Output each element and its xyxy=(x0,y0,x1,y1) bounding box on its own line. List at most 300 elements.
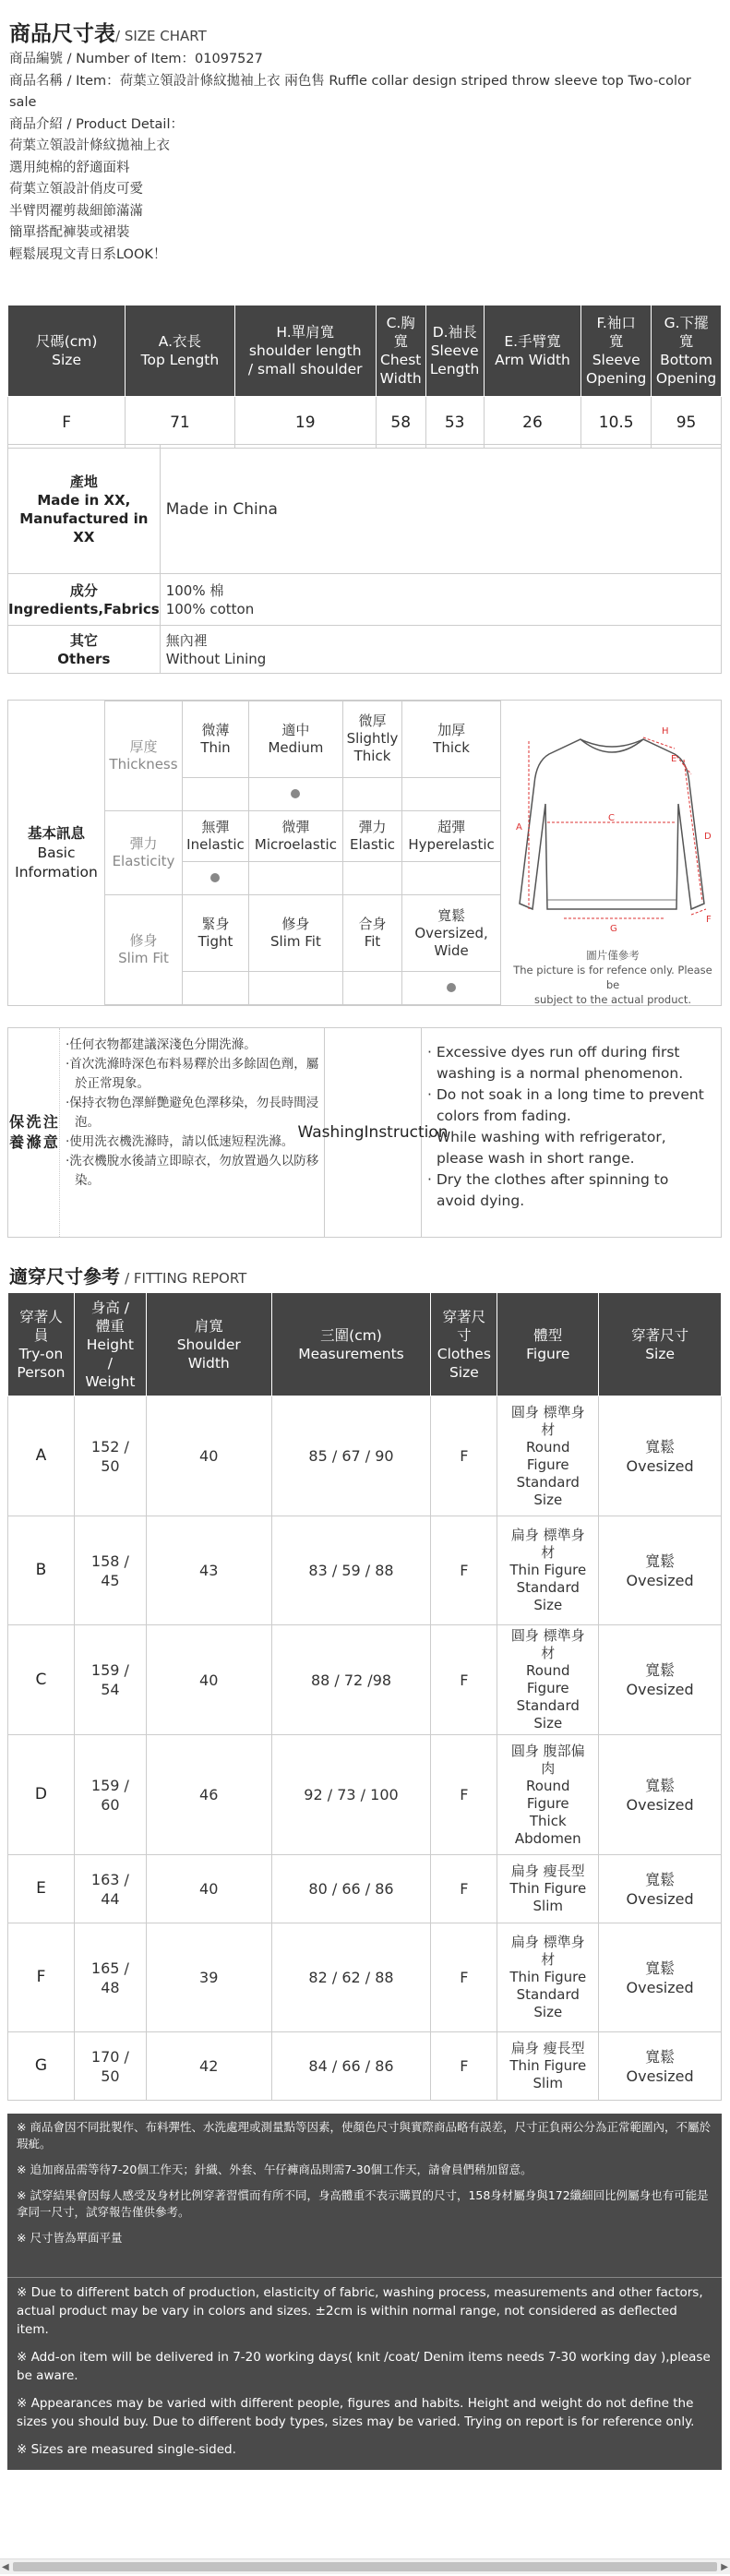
fitting-header-cell xyxy=(271,1293,431,1396)
attribute-option-text: 無彈 xyxy=(201,818,230,835)
attribute-option-text: Fit xyxy=(364,933,381,951)
others-label-text: 其它 xyxy=(69,631,98,649)
diagram-caption-text: 圖片僅參考 xyxy=(586,949,640,962)
fitting-header-text: / xyxy=(107,1354,114,1372)
fitting-shoulder: 40 xyxy=(146,1396,271,1516)
fitting-figure-text: Thin Figure xyxy=(509,1880,587,1897)
diagram-caption-text: The picture is for refence only. Please be xyxy=(513,964,712,991)
size-header-cell xyxy=(234,306,376,397)
attribute-option-text: Tight xyxy=(197,933,233,951)
attribute-option xyxy=(402,810,501,862)
wash-en-list xyxy=(425,1042,712,1212)
attribute-indicator-cell xyxy=(342,862,401,895)
wash-zh-item: ‧洗衣機脫水後請立即晾衣，勿放置過久以防移染。 xyxy=(66,1154,319,1188)
attribute-option xyxy=(342,701,401,778)
attribute-option xyxy=(248,701,342,778)
fitting-height-weight xyxy=(74,1923,146,2032)
fitting-wear-text: 寬鬆 xyxy=(645,1870,676,1888)
product-spec-table xyxy=(7,444,722,674)
attribute-option-text: Thick xyxy=(353,748,391,765)
fitting-hw-text: 44 xyxy=(101,1889,120,1908)
size-header-text: Length xyxy=(429,361,480,377)
attribute-indicator-cell xyxy=(248,862,342,895)
fitting-title: 適穿尺寸參考 xyxy=(9,1265,120,1288)
fitting-figure-text: 圓身 標準身 xyxy=(510,1403,585,1420)
fitting-measurements: 80 / 66 / 86 xyxy=(271,1855,431,1923)
size-header-cell xyxy=(652,306,722,397)
size-chart-table xyxy=(7,305,722,449)
fitting-row xyxy=(8,1735,722,1855)
fitting-hw-text: 60 xyxy=(101,1795,120,1814)
basic-label-text: Information xyxy=(15,863,98,881)
fitting-header-text: Shoulder xyxy=(176,1336,241,1353)
product-info-line: 商品名稱 / Item：荷葉立領設計條紋拋袖上衣 兩色售 Ruffle collar design striped throw sleeve top Two-color sale xyxy=(9,73,691,110)
fitting-report-title xyxy=(9,1262,246,1288)
origin-label-text: Made in XX, xyxy=(37,491,131,509)
note-zh-item: ※ 商品會因不同批製作、布料彈性、水洗處理或測量點等因素，使顏色尺寸與實際商品略有誤差，尺寸正負兩公分為正常範圍內，不屬於瑕疵。 xyxy=(17,2120,711,2151)
fitting-measurements: 82 / 62 / 88 xyxy=(271,1923,431,2032)
attribute-option xyxy=(342,895,401,972)
attribute-label-text: Elasticity xyxy=(112,852,175,869)
fitting-figure-text: Standard xyxy=(516,1579,580,1596)
size-header-text: Arm Width xyxy=(495,352,570,368)
attribute-option xyxy=(183,810,249,862)
fitting-row xyxy=(8,1855,722,1923)
fitting-hw-text: 170 / xyxy=(90,2047,129,2066)
fitting-figure-text: 扁身 瘦長型 xyxy=(510,2040,585,2056)
fitting-height-weight xyxy=(74,1396,146,1516)
fitting-figure-text: 材 xyxy=(541,1420,556,1438)
fitting-figure xyxy=(497,2032,599,2101)
wash-zh-label-text: 注意 xyxy=(42,1113,58,1151)
basic-information xyxy=(7,700,722,1006)
fitting-hw-text: 50 xyxy=(101,1456,120,1475)
basic-info-label xyxy=(8,701,104,1005)
fitting-figure xyxy=(497,1625,599,1735)
attribute-option xyxy=(183,701,249,778)
fitting-header-text: Weight xyxy=(85,1372,136,1390)
attribute-option-text: Oversized, xyxy=(414,924,488,941)
fitting-header-text: 肩寬 xyxy=(194,1317,223,1335)
fitting-figure-text: 扁身 標準身 xyxy=(510,1934,585,1950)
wash-zh-list xyxy=(66,1036,324,1191)
fitting-figure-text: Thin Figure xyxy=(509,1562,587,1578)
product-info-line: 簡單搭配褲裝或裙裝 xyxy=(9,225,130,240)
size-value-cell: 19 xyxy=(234,397,376,449)
attribute-indicator-cell xyxy=(183,972,249,1005)
fabric-label-text: 成分 xyxy=(69,581,98,599)
notes-en xyxy=(7,2278,722,2474)
attribute-option xyxy=(402,701,501,778)
size-header-text: Sleeve xyxy=(430,342,479,359)
fitting-figure xyxy=(497,1923,599,2032)
attribute-option-text: 彈力 xyxy=(358,818,387,835)
fitting-figure-text: Figure xyxy=(526,1794,569,1812)
size-value-cell: 53 xyxy=(425,397,484,449)
product-info-line: 荷葉立領設計俏皮可愛 xyxy=(9,182,143,197)
scroll-right-arrow-icon[interactable]: ▶ xyxy=(721,2562,728,2572)
size-header-text: H.單肩寬 xyxy=(276,324,335,341)
fitting-figure-text: 扁身 瘦長型 xyxy=(510,1863,585,1879)
selected-dot-icon xyxy=(447,983,456,992)
wash-zh-item: ‧使用洗衣機洗滌時，請以低速短程洗滌。 xyxy=(66,1134,294,1149)
wash-zh-item: ‧保持衣物色澤鮮艷避免色澤移染，勿長時間浸泡。 xyxy=(66,1096,319,1130)
fitting-wear-size xyxy=(599,2032,722,2101)
fitting-figure-text: Size xyxy=(533,1597,563,1613)
fitting-wear-text: 寬鬆 xyxy=(645,2047,676,2066)
fitting-header-text: 身高 / xyxy=(90,1299,129,1316)
size-value-cell: 95 xyxy=(652,397,722,449)
attribute-option-text: Wide xyxy=(434,941,469,959)
fitting-figure xyxy=(497,1396,599,1516)
attribute-indicator-cell xyxy=(402,777,501,810)
size-header-text: G.下擺 xyxy=(664,315,709,331)
fitting-header-text: 體型 xyxy=(533,1326,563,1344)
diagram-caption xyxy=(507,948,719,1007)
size-header-text: D.袖長 xyxy=(432,324,477,341)
fitting-hw-text: 45 xyxy=(101,1571,120,1589)
fitting-figure-text: 材 xyxy=(541,1544,556,1561)
notes-zh xyxy=(7,2114,722,2278)
wash-zh-label xyxy=(8,1028,60,1237)
wash-en-label-text: Washing xyxy=(297,1122,365,1142)
size-header-text: 寬 xyxy=(393,333,408,350)
attribute-option-text: Hyperelastic xyxy=(408,835,495,853)
attribute-option xyxy=(342,810,401,862)
fitting-header-text: Figure xyxy=(526,1345,570,1362)
wash-en-item: · Excessive dyes run off during first washing is a normal phenomenon. xyxy=(427,1044,684,1082)
fitting-hw-text: 165 / xyxy=(90,1959,129,1977)
attribute-label-text: 厚度 xyxy=(129,737,158,755)
fitting-header-cell xyxy=(599,1293,722,1396)
size-header-text: E.手臂寬 xyxy=(504,333,561,350)
fitting-shoulder: 43 xyxy=(146,1516,271,1625)
attribute-option-text: 合身 xyxy=(358,916,387,933)
diagram-label-f: F xyxy=(706,915,712,925)
fitting-figure-text: Size xyxy=(533,2004,563,2020)
fitting-header-text: 寸 xyxy=(457,1326,472,1344)
fitting-header-text: 穿著尺 xyxy=(442,1308,486,1325)
size-header-cell xyxy=(126,306,235,397)
attribute-indicator-cell xyxy=(402,862,501,895)
attribute-option-text: 微薄 xyxy=(201,721,230,738)
attribute-indicator-cell xyxy=(248,972,342,1005)
fitting-size: F xyxy=(431,1396,497,1516)
attribute-option xyxy=(183,895,249,972)
fitting-row xyxy=(8,1625,722,1735)
attribute-indicator-cell xyxy=(183,862,249,895)
fitting-row xyxy=(8,1516,722,1625)
fitting-size: F xyxy=(431,1625,497,1735)
fitting-hw-text: 159 / xyxy=(90,1776,129,1794)
fitting-figure-text: Round xyxy=(526,1662,570,1679)
fitting-figure xyxy=(497,1516,599,1625)
fitting-size: F xyxy=(431,1735,497,1855)
product-info-line: 輕鬆展現文青日系LOOK！ xyxy=(9,246,167,262)
size-header-cell xyxy=(484,306,581,397)
page-title: 商品尺寸表 xyxy=(9,22,115,46)
fitting-row xyxy=(8,1396,722,1516)
scrollbar-thumb[interactable] xyxy=(13,2562,717,2571)
attribute-option-text: 適中 xyxy=(281,721,310,738)
size-header-text: Width xyxy=(379,370,422,387)
fitting-report-table xyxy=(7,1292,722,2101)
size-header-cell xyxy=(376,306,425,397)
size-header-text: F.袖口 xyxy=(596,315,636,331)
fitting-figure-text: Slim xyxy=(533,1898,563,1914)
fitting-person: B xyxy=(8,1516,75,1625)
attribute-thickness-label xyxy=(105,701,183,811)
product-info-line: 商品編號 / Number of Item：01097527 xyxy=(9,52,263,66)
attribute-option-text: Microelastic xyxy=(254,835,337,853)
wash-en-label xyxy=(297,1028,449,1237)
fitting-header-text: Size xyxy=(645,1345,676,1362)
fitting-figure-text: Slim xyxy=(533,2075,563,2091)
fitting-size: F xyxy=(431,1855,497,1923)
size-value-cell: F xyxy=(8,397,126,449)
fitting-shoulder: 46 xyxy=(146,1735,271,1855)
fitting-person: G xyxy=(8,2032,75,2101)
fitting-figure-text: Standard xyxy=(516,1473,580,1491)
attribute-option-text: 超彈 xyxy=(437,818,466,835)
fitting-figure-text: 材 xyxy=(541,1645,556,1661)
diagram-label-c: C xyxy=(608,813,615,823)
fitting-shoulder: 39 xyxy=(146,1923,271,2032)
fitting-wear-text: Ovesized xyxy=(626,2067,694,2085)
attribute-option-text: 微彈 xyxy=(281,818,310,835)
fitting-figure-text: 肉 xyxy=(541,1759,556,1777)
fitting-shoulder: 40 xyxy=(146,1625,271,1735)
fitting-shoulder: 40 xyxy=(146,1855,271,1923)
fitting-figure-text: Figure xyxy=(526,1680,569,1696)
fitting-wear-text: 寬鬆 xyxy=(645,1959,676,1977)
origin-label-text: 產地 xyxy=(69,473,98,490)
fitting-wear-text: Ovesized xyxy=(626,1456,694,1475)
fitting-measurements: 92 / 73 / 100 xyxy=(271,1735,431,1855)
size-header-text: C.胸 xyxy=(386,315,415,331)
fitting-hw-text: 50 xyxy=(101,2067,120,2085)
fitting-header-text: Person xyxy=(17,1363,66,1381)
size-value-cell: 71 xyxy=(126,397,235,449)
basic-info-grid xyxy=(104,701,501,1005)
attribute-option xyxy=(248,810,342,862)
fitting-subtitle: / FITTING REPORT xyxy=(125,1270,247,1287)
size-header-text: Bottom xyxy=(660,352,712,368)
size-value-cell: 10.5 xyxy=(581,397,652,449)
attribute-option-text: Elastic xyxy=(350,835,395,853)
attribute-option-text: 修身 xyxy=(281,916,310,933)
fitting-header-cell xyxy=(431,1293,497,1396)
fitting-measurements: 83 / 59 / 88 xyxy=(271,1516,431,1625)
fitting-figure-text: Round xyxy=(526,1438,570,1456)
others-label xyxy=(8,626,161,674)
attribute-option-text: 寬鬆 xyxy=(437,906,466,924)
fabric-label-text: Ingredients,Fabrics xyxy=(8,600,160,617)
fabric-label xyxy=(8,574,161,626)
origin-label-text: Manufactured in xyxy=(19,509,149,527)
basic-label-text: Basic xyxy=(37,844,76,861)
fitting-measurements: 85 / 67 / 90 xyxy=(271,1396,431,1516)
size-header-cell xyxy=(425,306,484,397)
fitting-header-text: Clothes xyxy=(437,1345,491,1362)
wash-zh-label-text: 保養 xyxy=(9,1113,25,1151)
fitting-header-text: 穿著尺寸 xyxy=(631,1326,689,1344)
diagram-label-d: D xyxy=(704,832,712,842)
fitting-figure-text: Thick xyxy=(529,1812,567,1829)
scroll-left-arrow-icon[interactable]: ◀ xyxy=(2,2562,9,2572)
fitting-header-cell xyxy=(74,1293,146,1396)
fitting-figure xyxy=(497,1735,599,1855)
note-en-item: ※ Due to different batch of production, elasticity of fabric, washing process, measurements and other factors, actual product may be vary in colors and sizes. ±2cm is within normal range, not considered as deflected item. xyxy=(17,2285,703,2337)
fitting-header-text: 三圍(cm) xyxy=(320,1326,382,1344)
attribute-elasticity-label xyxy=(105,810,183,895)
fitting-figure-text: Thin Figure xyxy=(509,1969,587,1985)
fitting-figure-text: Size xyxy=(533,1491,563,1508)
fitting-wear-size xyxy=(599,1516,722,1625)
fitting-wear-text: 寬鬆 xyxy=(645,1437,676,1456)
selected-dot-icon xyxy=(210,873,220,882)
size-header-text: Opening xyxy=(585,370,647,387)
fitting-person: E xyxy=(8,1855,75,1923)
fitting-person: C xyxy=(8,1625,75,1735)
attribute-option-text: Thick xyxy=(433,738,470,756)
fitting-height-weight xyxy=(74,1625,146,1735)
fitting-header-text: 穿著人 xyxy=(19,1308,63,1325)
fitting-header-text: Size xyxy=(449,1363,479,1381)
size-header-text: / small shoulder xyxy=(247,361,363,377)
attribute-option-text: Medium xyxy=(268,738,324,756)
attribute-option-text: Slim Fit xyxy=(270,933,321,951)
wash-en-item: · Do not soak in a long time to prevent colors from fading. xyxy=(427,1086,704,1124)
fitting-row xyxy=(8,1923,722,2032)
size-header-text: 寬 xyxy=(678,333,694,350)
wash-zh-item: ‧首次洗滌時深色布料易釋於出多餘固色劑，屬於正常現象。 xyxy=(66,1057,319,1091)
note-zh-item: ※ 追加商品需等待7-20個工作天；針織、外套、午仔褲商品則需7-30個工作天，請會員們稍加留意。 xyxy=(17,2163,533,2176)
fitting-figure-text: Size xyxy=(533,1715,563,1731)
fitting-height-weight xyxy=(74,1855,146,1923)
size-header-text: Top Length xyxy=(140,352,220,368)
size-header-text: 尺碼(cm) xyxy=(35,333,98,350)
fitting-header-text: Try-on xyxy=(18,1345,64,1362)
attribute-label-text: Slim Fit xyxy=(118,950,169,967)
wash-zh-item: ‧任何衣物都建議深淺色分開洗滌。 xyxy=(66,1037,257,1052)
fitting-figure-text: Abdomen xyxy=(514,1829,581,1847)
fitting-figure-text: Standard xyxy=(516,1697,580,1714)
size-header-text: shoulder length xyxy=(248,342,362,359)
fitting-wear-text: Ovesized xyxy=(626,1889,694,1908)
others-value-text: Without Lining xyxy=(165,650,267,667)
attribute-indicator-cell xyxy=(183,777,249,810)
attribute-option-text: 微厚 xyxy=(358,713,387,730)
fitting-height-weight xyxy=(74,1516,146,1625)
fitting-shoulder: 42 xyxy=(146,2032,271,2101)
page-subtitle: / SIZE CHART xyxy=(115,28,207,44)
product-info-line: 荷葉立領設計條紋拋袖上衣 xyxy=(9,138,170,153)
diagram-label-g: G xyxy=(610,924,617,934)
fitting-header-cell xyxy=(497,1293,599,1396)
product-info-line: 商品介紹 / Product Detail： xyxy=(9,116,184,132)
fitting-wear-text: Ovesized xyxy=(626,1681,694,1698)
wash-en-label-text: Instruction xyxy=(364,1122,449,1142)
fitting-figure-text: 材 xyxy=(541,1951,556,1968)
basic-label-text: 基本訊息 xyxy=(27,824,85,842)
fitting-height-weight xyxy=(74,2032,146,2101)
size-header-text: Chest xyxy=(380,352,422,368)
fitting-person: D xyxy=(8,1735,75,1855)
fitting-hw-text: 152 / xyxy=(90,1437,129,1456)
fitting-wear-text: 寬鬆 xyxy=(645,1661,676,1679)
fitting-hw-text: 158 / xyxy=(90,1552,129,1570)
attribute-indicator-cell xyxy=(342,972,401,1005)
fitting-figure-text: 圓身 標準身 xyxy=(510,1627,585,1644)
attribute-option-text: Slightly xyxy=(346,730,399,748)
wash-en-item: · Dry the clothes after spinning to avoid dying. xyxy=(427,1171,669,1209)
size-header-text: Size xyxy=(52,352,81,368)
fitting-figure-text: 圓身 腹部偏 xyxy=(510,1742,585,1759)
note-en-item: ※ Sizes are measured single-sided. xyxy=(17,2442,236,2457)
attribute-option-text: Thin xyxy=(200,738,231,756)
fitting-wear-text: 寬鬆 xyxy=(645,1776,676,1794)
fitting-figure-text: 扁身 標準身 xyxy=(510,1527,585,1543)
attribute-option xyxy=(402,895,501,972)
diagram-label-a: A xyxy=(516,822,522,833)
fitting-figure xyxy=(497,1855,599,1923)
selected-dot-icon xyxy=(291,789,300,798)
wash-zh-label-text: 洗滌 xyxy=(26,1113,42,1151)
wash-en-item: · While washing with refrigerator, please wash in short range. xyxy=(427,1129,666,1167)
attribute-option-text: 緊身 xyxy=(201,916,230,933)
fitting-hw-text: 48 xyxy=(101,1978,120,1996)
size-header-text: Opening xyxy=(655,370,717,387)
others-value-text: 無內裡 xyxy=(165,631,208,649)
fitting-wear-size xyxy=(599,1855,722,1923)
others-label-text: Others xyxy=(57,650,111,667)
fabric-value-text: 100% cotton xyxy=(165,600,255,617)
attribute-indicator-cell xyxy=(342,777,401,810)
attribute-option-text: Inelastic xyxy=(186,835,245,853)
fitting-wear-size xyxy=(599,1396,722,1516)
fitting-size: F xyxy=(431,1923,497,2032)
fitting-wear-size xyxy=(599,1923,722,2032)
page-title-row xyxy=(9,17,207,47)
attribute-label-text: 修身 xyxy=(129,932,158,950)
fitting-header-text: 體重 xyxy=(95,1317,125,1335)
attribute-indicator-cell xyxy=(402,972,501,1005)
size-value-cell: 58 xyxy=(376,397,425,449)
fitting-figure-text: Thin Figure xyxy=(509,2057,587,2074)
note-en-item: ※ Add-on item will be delivered in 7-20 working days( knit /coat/ Denim items needs 7-30 working day ),please be aware. xyxy=(17,2350,711,2383)
diagram-label-e: E xyxy=(671,754,677,764)
fitting-hw-text: 163 / xyxy=(90,1870,129,1888)
fitting-header-cell xyxy=(8,1293,75,1396)
fitting-measurements: 88 / 72 /98 xyxy=(271,1625,431,1735)
fitting-wear-size xyxy=(599,1625,722,1735)
product-info xyxy=(9,49,720,266)
fitting-person: F xyxy=(8,1923,75,2032)
fitting-wear-size xyxy=(599,1735,722,1855)
fitting-measurements: 84 / 66 / 86 xyxy=(271,2032,431,2101)
fitting-hw-text: 159 / xyxy=(90,1661,129,1679)
others-value xyxy=(160,626,721,674)
fitting-wear-text: 寬鬆 xyxy=(645,1552,676,1570)
size-value-cell: 26 xyxy=(484,397,581,449)
size-header-text: 寬 xyxy=(608,333,624,350)
horizontal-scrollbar[interactable] xyxy=(0,2558,730,2574)
fitting-size: F xyxy=(431,2032,497,2101)
attribute-indicator-cell xyxy=(248,777,342,810)
product-info-line: 半臂閃襬剪裁細節滿滿 xyxy=(9,203,143,219)
washing-instruction xyxy=(7,1027,722,1238)
